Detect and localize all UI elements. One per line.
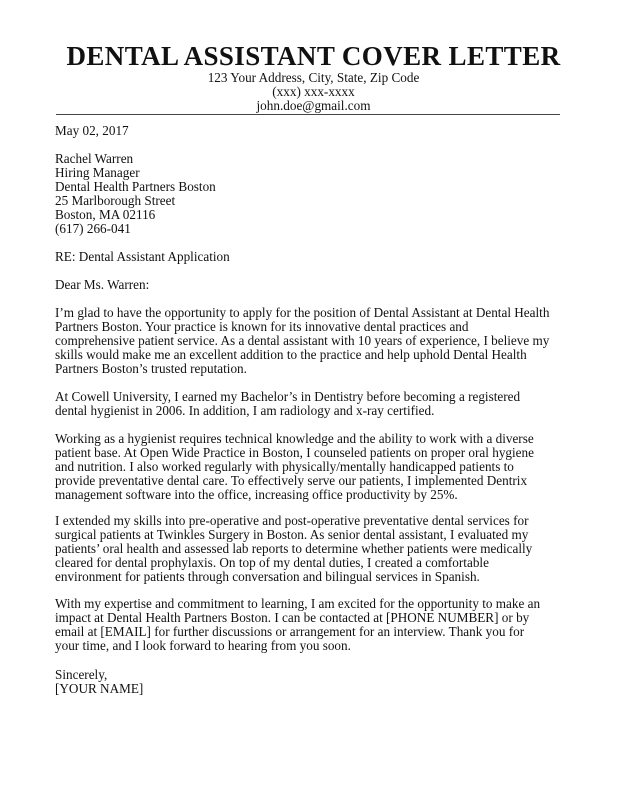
recipient-name: Rachel Warren	[55, 151, 134, 166]
recipient-company: Dental Health Partners Boston	[55, 179, 216, 194]
recipient-street: 25 Marlborough Street	[55, 193, 176, 208]
paragraph-line: provide preventative dental care. To effectively serve our patients, I implemented Dentrix	[55, 473, 528, 488]
recipient-city: Boston, MA 02116	[55, 207, 156, 222]
signature-name: [YOUR NAME]	[55, 681, 144, 696]
paragraph-line: With my expertise and commitment to learning, I am excited for the opportunity to make an	[55, 596, 541, 611]
paragraph-line: skills would make me an excellent addition to the practice and help uphold Dental Health	[55, 347, 527, 362]
sender-email: john.doe@gmail.com	[256, 98, 371, 113]
paragraph-line: and nutrition. I also worked regularly with physically/mentally handicapped patients to	[55, 459, 514, 474]
paragraph-line: surgical patients at Twinkles Surgery in Boston. As senior dental assistant, I evaluated my	[55, 527, 529, 542]
recipient-phone: (617) 266-041	[55, 221, 131, 236]
letter-subject: RE: Dental Assistant Application	[55, 249, 230, 264]
recipient-title: Hiring Manager	[55, 165, 140, 180]
paragraph-line: At Cowell University, I earned my Bachelor’s in Dentistry before becoming a registered	[55, 389, 521, 404]
letter-date: May 02, 2017	[55, 123, 129, 138]
paragraph-education	[55, 390, 575, 418]
paragraph-line: Partners Boston. Your practice is known for its innovative dental practices and	[55, 319, 469, 334]
recipient-block	[55, 152, 575, 236]
paragraph-experience-surgery	[55, 514, 575, 584]
closing-text: Sincerely,	[55, 667, 108, 682]
paragraph-experience-hygienist	[55, 432, 575, 502]
paragraph-intro	[55, 306, 575, 376]
paragraph-line: environment for patients through conversation and bilingual services in Spanish.	[55, 569, 480, 584]
paragraph-line: patients’ oral health and assessed lab reports to determine whether patients were medically	[55, 541, 533, 556]
paragraph-line: comprehensive patient service. As a dental assistant with 10 years of experience, I believe my	[55, 333, 550, 348]
letter-salutation: Dear Ms. Warren:	[55, 277, 150, 292]
paragraph-line: impact at Dental Health Partners Boston. I can be contacted at [PHONE NUMBER] or by	[55, 610, 530, 625]
paragraph-line: email at [EMAIL] for further discussions or arrangement for an interview. Thank you for	[55, 624, 525, 639]
paragraph-line: Partners Boston’s trusted reputation.	[55, 361, 247, 376]
signature-block	[55, 668, 575, 696]
paragraph-line: dental hygienist in 2006. In addition, I am radiology and x-ray certified.	[55, 403, 435, 418]
paragraph-line: patient base. At Open Wide Practice in Boston, I counseled patients on proper oral hygiene	[55, 445, 534, 460]
paragraph-line: management software into the office, increasing office productivity by 25%.	[55, 487, 458, 502]
paragraph-line: I’m glad to have the opportunity to apply for the position of Dental Assistant at Dental Health	[55, 305, 550, 320]
paragraph-line: cleared for dental prophylaxis. On top of my dental duties, I created a comfortable	[55, 555, 489, 570]
paragraph-line: your time, and I look forward to hearing from you soon.	[55, 638, 351, 653]
paragraph-line: I extended my skills into pre-operative and post-operative preventative dental services for	[55, 513, 529, 528]
page-title: DENTAL ASSISTANT COVER LETTER	[66, 41, 561, 71]
sender-address: 123 Your Address, City, State, Zip Code	[207, 70, 420, 85]
sender-phone: (xxx) xxx-xxxx	[272, 84, 355, 99]
paragraph-line: Working as a hygienist requires technical knowledge and the ability to work with a diverse	[55, 431, 534, 446]
header-divider	[56, 114, 560, 115]
paragraph-closing	[55, 597, 575, 653]
